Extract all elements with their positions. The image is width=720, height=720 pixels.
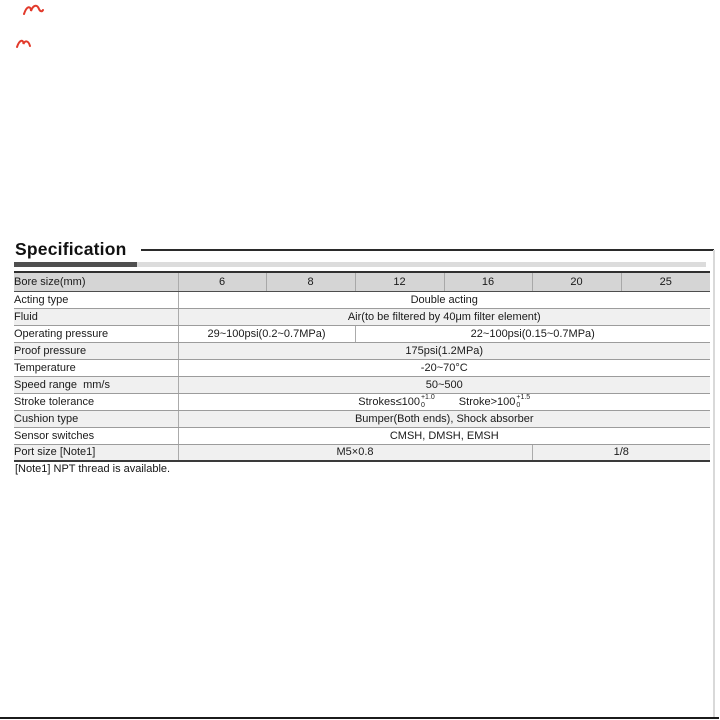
red-mark-icon xyxy=(22,2,44,18)
stroke-tolerance-le-100 xyxy=(358,394,435,410)
red-mark-icon xyxy=(15,36,32,51)
heading-rule xyxy=(141,249,714,251)
page-title: Specification xyxy=(15,239,127,259)
header-col-8: 8 xyxy=(266,272,355,291)
heading-underline-dark xyxy=(14,262,137,267)
row-value-sensor-switches: CMSH, DMSH, EMSH xyxy=(178,427,710,444)
stroke-tolerance-gt-100-upper: +1.5 xyxy=(516,393,531,401)
table-row xyxy=(14,444,710,461)
row-label-sensor-switches: Sensor switches xyxy=(14,427,178,444)
row-label-speed-range: Speed range mm/s xyxy=(14,376,178,393)
header-col-20: 20 xyxy=(532,272,621,291)
header-col-16: 16 xyxy=(444,272,532,291)
table-row xyxy=(14,325,710,342)
table-row xyxy=(14,427,710,444)
stroke-tolerance-le-100-lower: 0 xyxy=(420,401,425,409)
header-col-25: 25 xyxy=(621,272,710,291)
row-label-stroke-tolerance: Stroke tolerance xyxy=(14,393,178,410)
stroke-tolerance-gt-100-text: Stroke>100 xyxy=(458,395,516,408)
row-value-port-size-large: 1/8 xyxy=(532,444,710,461)
table-row xyxy=(14,410,710,427)
header-label-bore-size: Bore size(mm) xyxy=(14,272,178,291)
table-row xyxy=(14,376,710,393)
page-bottom-edge-line xyxy=(0,717,719,720)
stroke-tolerance-gt-100-lower: 0 xyxy=(516,401,521,409)
row-value-acting-type: Double acting xyxy=(178,291,710,308)
row-value-operating-pressure-low: 29~100psi(0.2~0.7MPa) xyxy=(178,325,355,342)
stroke-tolerance-le-100-text: Strokes≤100 xyxy=(358,395,420,408)
stroke-tolerance-le-100-upper: +1.0 xyxy=(420,393,435,401)
table-row xyxy=(14,342,710,359)
row-value-fluid: Air(to be filtered by 40μm filter element) xyxy=(178,308,710,325)
stroke-tolerance-gt-100-limits xyxy=(516,394,530,410)
table-row xyxy=(14,393,710,410)
footnote: [Note1] NPT thread is available. xyxy=(15,463,171,475)
table-row xyxy=(14,291,710,308)
table-header-row xyxy=(14,272,710,291)
header-col-12: 12 xyxy=(355,272,444,291)
stroke-tolerance-le-100-limits xyxy=(421,394,435,410)
row-label-operating-pressure: Operating pressure xyxy=(14,325,178,342)
row-label-cushion-type: Cushion type xyxy=(14,410,178,427)
page-right-edge-line xyxy=(713,250,715,717)
row-value-operating-pressure-high: 22~100psi(0.15~0.7MPa) xyxy=(355,325,710,342)
row-label-port-size: Port size [Note1] xyxy=(14,444,178,461)
specification-table xyxy=(14,271,710,462)
row-value-port-size-small: M5×0.8 xyxy=(178,444,532,461)
row-value-cushion-type: Bumper(Both ends), Shock absorber xyxy=(178,410,710,427)
stroke-tolerance-gt-100 xyxy=(459,394,530,410)
row-label-proof-pressure: Proof pressure xyxy=(14,342,178,359)
table-row xyxy=(14,359,710,376)
heading-underline-light xyxy=(137,262,706,267)
row-label-acting-type: Acting type xyxy=(14,291,178,308)
table-row xyxy=(14,308,710,325)
row-value-temperature: -20~70°C xyxy=(178,359,710,376)
row-value-stroke-tolerance xyxy=(178,393,710,410)
header-col-6: 6 xyxy=(178,272,266,291)
row-label-temperature: Temperature xyxy=(14,359,178,376)
row-value-proof-pressure: 175psi(1.2MPa) xyxy=(178,342,710,359)
row-value-speed-range: 50~500 xyxy=(178,376,710,393)
row-label-fluid: Fluid xyxy=(14,308,178,325)
